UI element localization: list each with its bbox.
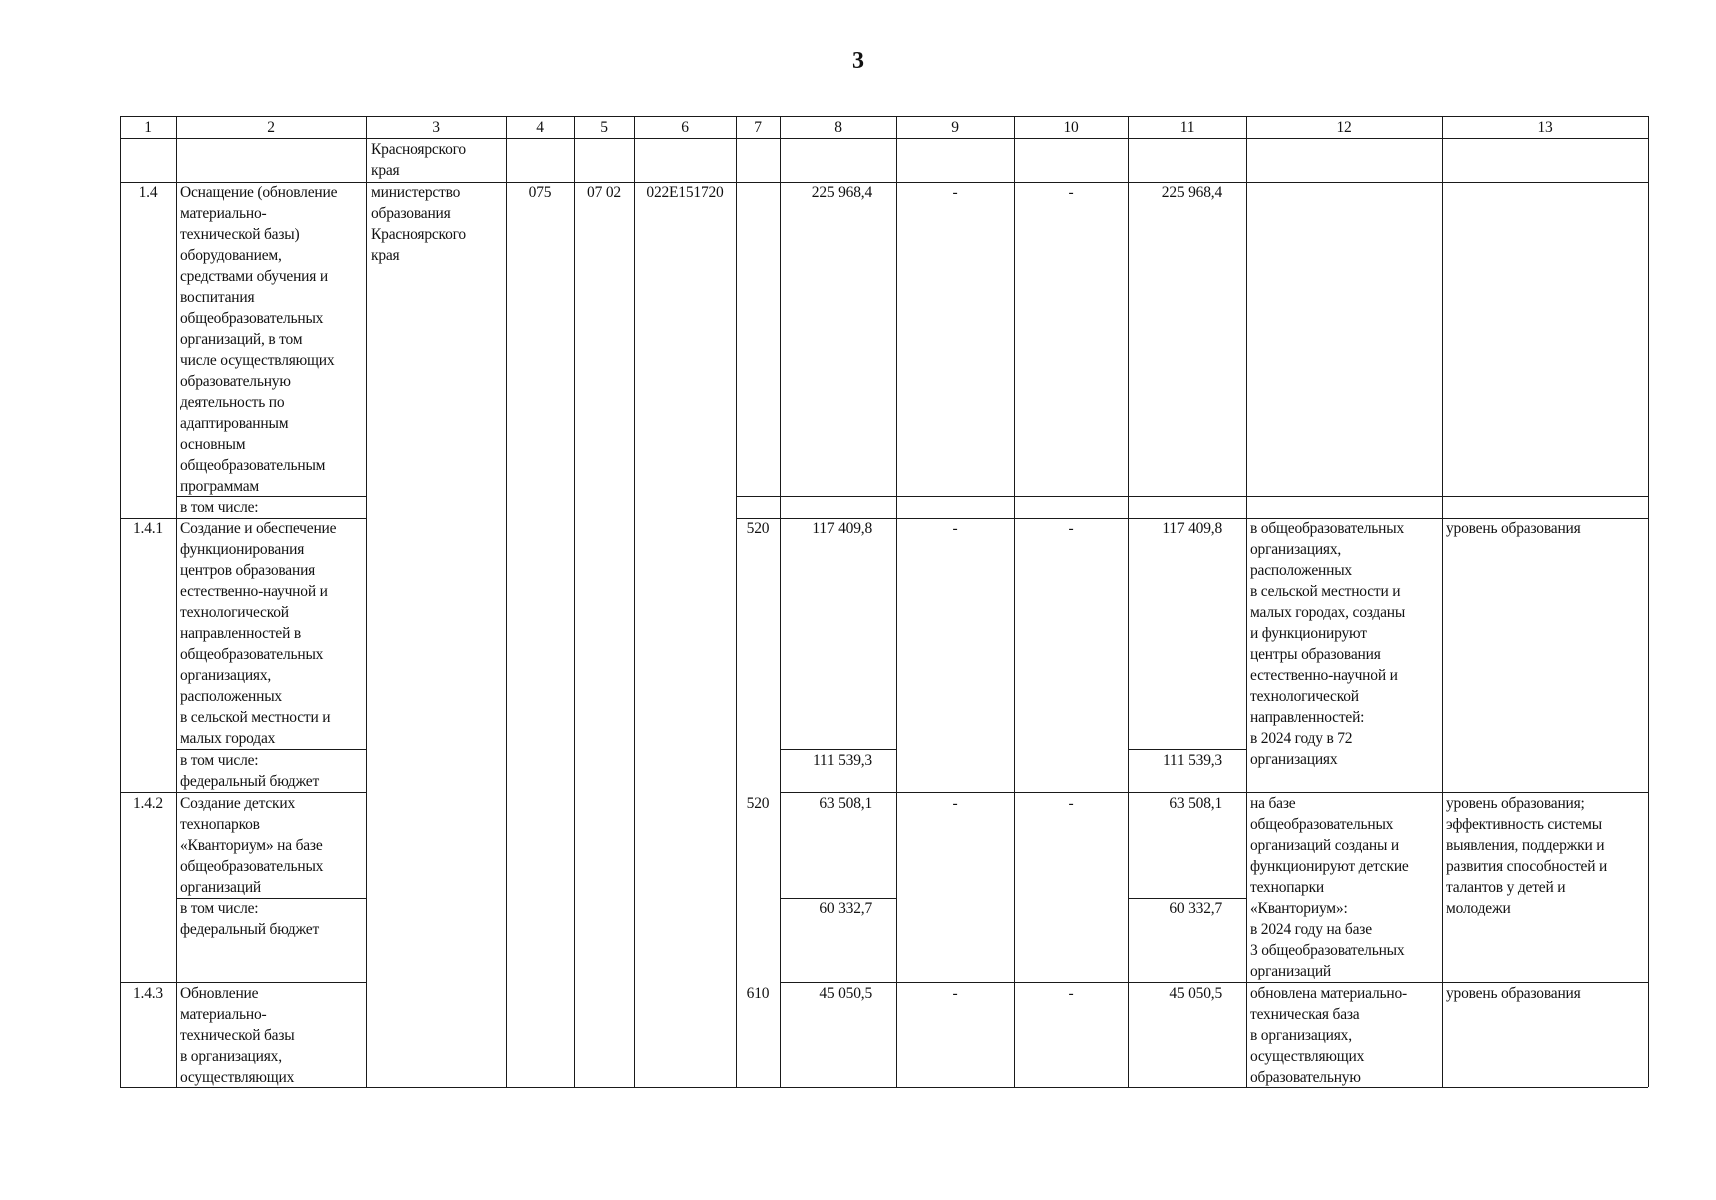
row-1-4-col8: 225 968,4 xyxy=(811,184,872,201)
page-number: 3 xyxy=(852,48,864,74)
row-1-4-1-number: 1.4.1 xyxy=(132,520,163,537)
row-1-4-2-indicator: уровень образования; эффективность системы выявления, поддержки и развития способностей и талантов у детей и молодежи xyxy=(1446,795,1608,917)
row-1-4-col5: 07 02 xyxy=(587,184,621,201)
header-col-11: 11 xyxy=(1179,119,1195,136)
row-1-4-1-col7: 520 xyxy=(746,520,770,537)
grid-line-h xyxy=(120,1087,1648,1088)
row-1-4-1-federal-col11: 111 539,3 xyxy=(1162,752,1222,769)
row-1-4-2-col8: 63 508,1 xyxy=(819,795,872,812)
row-1-4-col11: 225 968,4 xyxy=(1161,184,1222,201)
row-1-4-2-federal-col8: 60 332,7 xyxy=(819,900,872,917)
grid-line-v xyxy=(176,116,177,1087)
row-1-4-col10: - xyxy=(1068,184,1074,201)
header-col-12: 12 xyxy=(1336,119,1352,136)
header-col-4: 4 xyxy=(536,119,544,136)
row-1-4-col9: - xyxy=(952,184,958,201)
row-1-4-1-federal-col8: 111 539,3 xyxy=(812,752,872,769)
grid-line-v xyxy=(120,116,121,1087)
row-1-4-3-col8: 45 050,5 xyxy=(819,985,872,1002)
row-1-4-2-number: 1.4.2 xyxy=(132,795,163,812)
row-1-4-1-col10: - xyxy=(1068,520,1074,537)
header-col-9: 9 xyxy=(951,119,959,136)
row-1-4-1-federal-label: в том числе: федеральный бюджет xyxy=(180,752,320,790)
header-col-13: 13 xyxy=(1537,119,1553,136)
executor-continuation: Красноярского края xyxy=(371,141,466,179)
row-1-4-3-indicator: уровень образования xyxy=(1446,985,1581,1002)
header-col-3: 3 xyxy=(432,119,440,136)
row-1-4-1-col11: 117 409,8 xyxy=(1162,520,1222,537)
grid-line-v xyxy=(1246,116,1247,1087)
row-1-4-col4: 075 xyxy=(528,184,552,201)
row-1-4-1-name: Создание и обеспечение функционирования центров образования естественно-научной и технологической направленностей в общеобразовательных организациях, расположенных в сельской местности и малых городах xyxy=(180,520,337,747)
grid-line-h xyxy=(120,182,1648,183)
row-1-4-2-federal-label: в том числе: федеральный бюджет xyxy=(180,900,320,938)
header-col-1: 1 xyxy=(144,119,152,136)
row-1-4-2-federal-col11: 60 332,7 xyxy=(1169,900,1222,917)
row-1-4-3-col11: 45 050,5 xyxy=(1169,985,1222,1002)
header-col-8: 8 xyxy=(834,119,842,136)
header-col-10: 10 xyxy=(1063,119,1079,136)
row-1-4-3-col9: - xyxy=(952,985,958,1002)
header-col-6: 6 xyxy=(681,119,689,136)
row-1-4-3-col10: - xyxy=(1068,985,1074,1002)
row-1-4-3-number: 1.4.3 xyxy=(132,985,163,1002)
grid-line-v xyxy=(634,116,635,1087)
grid-line-v xyxy=(896,116,897,1087)
grid-line-v xyxy=(366,116,367,1087)
row-1-4-1-indicator: уровень образования xyxy=(1446,520,1581,537)
grid-line-v xyxy=(574,116,575,1087)
row-1-4-name: Оснащение (обновление материально- технической базы) оборудованием, средствами обучения и воспитания общеобразовательных организаций, в том числе осуществляющих образовательную деятельность по адаптированным основным общеобразовательным программам xyxy=(180,184,338,495)
row-1-4-1-result: в общеобразовательных организациях, расположенных в сельской местности и малых городах, созданы и функционируют центры образования естественно-научной и технологической направленностей: в 2024 году в 72 организациях xyxy=(1250,520,1406,768)
row-1-4-2-col10: - xyxy=(1068,795,1074,812)
header-col-2: 2 xyxy=(267,119,275,136)
grid-line-v xyxy=(780,116,781,1087)
grid-line-v xyxy=(736,116,737,1087)
grid-line-h xyxy=(736,496,1648,497)
row-1-4-1-col8: 117 409,8 xyxy=(812,520,872,537)
grid-line-h xyxy=(120,138,1648,139)
row-1-4-number: 1.4 xyxy=(138,184,158,201)
grid-line-v xyxy=(506,116,507,1087)
row-1-4-3-name: Обновление материально- технической базы в организациях, осуществляющих xyxy=(180,985,295,1086)
row-1-4-2-col11: 63 508,1 xyxy=(1169,795,1222,812)
row-1-4-1-col9: - xyxy=(952,520,958,537)
row-1-4-2-name: Создание детских технопарков «Кванториум» на базе общеобразовательных организаций xyxy=(180,795,324,896)
grid-line-v xyxy=(1128,116,1129,1087)
row-1-4-including: в том числе: xyxy=(180,499,259,516)
row-1-4-3-result: обновлена материально- техническая база в организациях, осуществляющих образовательную xyxy=(1250,985,1407,1086)
row-1-4-3-col7: 610 xyxy=(746,985,770,1002)
row-1-4-2-col7: 520 xyxy=(746,795,770,812)
row-1-4-executor: министерство образования Красноярского края xyxy=(371,184,466,264)
row-1-4-col6: 022E151720 xyxy=(646,184,724,201)
header-col-5: 5 xyxy=(600,119,608,136)
row-1-4-2-result: на базе общеобразовательных организаций созданы и функционируют детские технопарки «Кванториум»: в 2024 году на базе 3 общеобразовательных организаций xyxy=(1250,795,1409,980)
grid-line-v xyxy=(1442,116,1443,1087)
grid-line-v xyxy=(1014,116,1015,1087)
header-col-7: 7 xyxy=(754,119,762,136)
row-1-4-2-col9: - xyxy=(952,795,958,812)
grid-line-v xyxy=(1648,116,1649,1087)
